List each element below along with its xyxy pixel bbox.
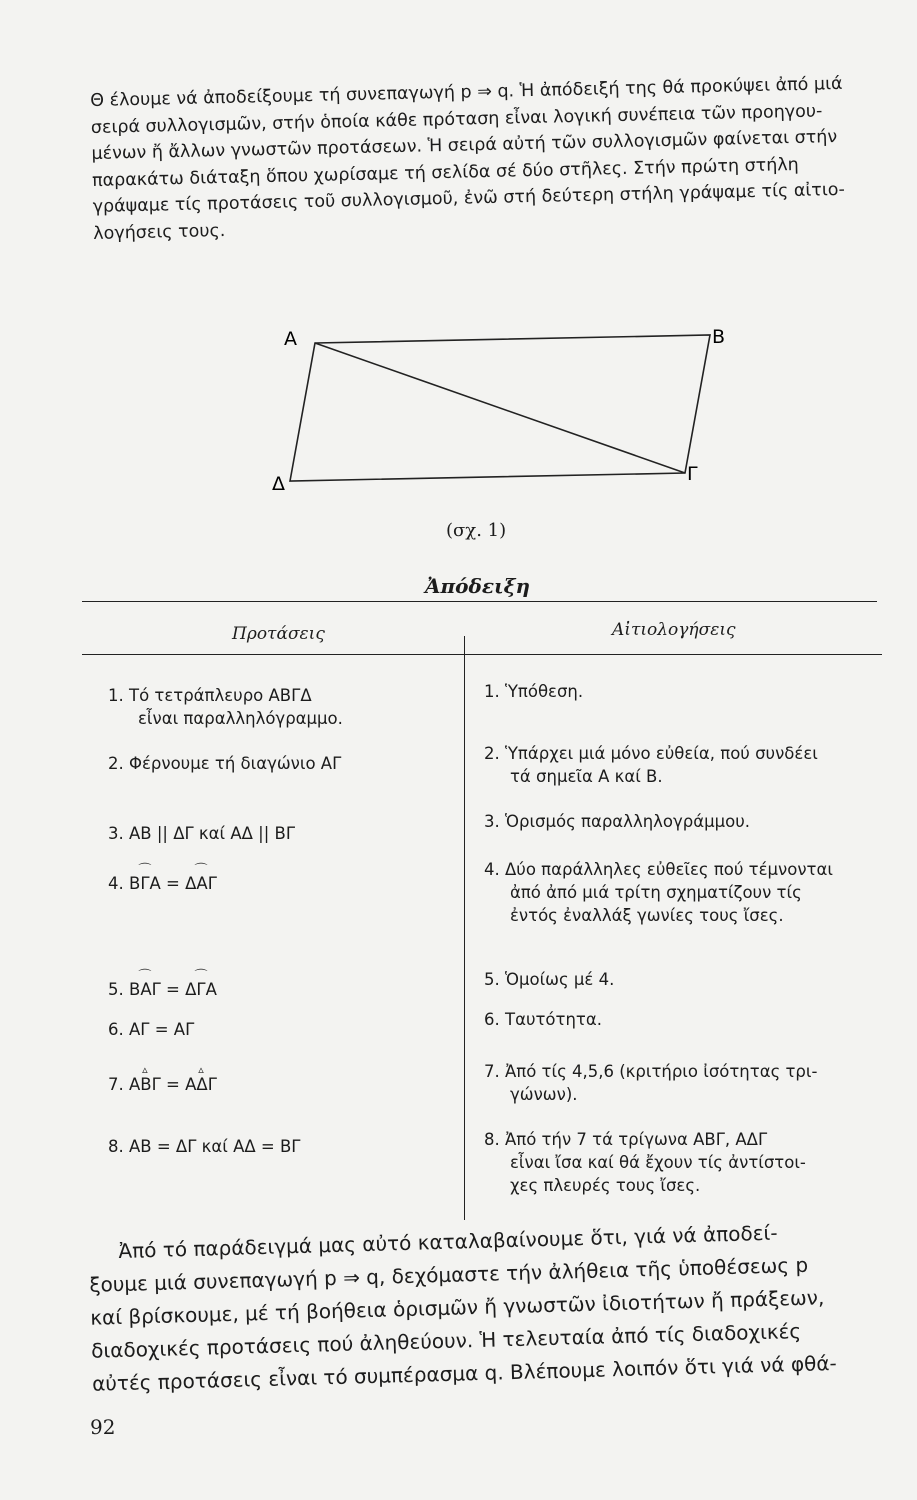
outro-line: ξουμε μιά συνεπαγωγή p ⇒ q, δεχόμαστε τήν ἀλήθεια τῆς ὑποθέσεως p [89,1252,809,1297]
proof-heading: Ἀπόδειξη [425,574,531,598]
outro-line: Ἀπό τό παράδειγμά μας αὐτό καταλαβαίνουμε ὅτι, γιά νά ἀποδεί- [118,1220,778,1263]
vertex-label-g: Γ [687,463,698,485]
reason-5: 5. Ὁμοίως μέ 4. [484,970,615,989]
intro-line: μένων ἤ ἄλλων γνωστῶν προτάσεων. Ἡ σειρά αὐτή τῶν συλλογισμῶν φαίνεται στήν [91,127,838,164]
statement-3: 3. ΑΒ || ΔΓ καί ΑΔ || ΒΓ [108,824,296,843]
reason-7: 7. Ἀπό τίς 4,5,6 (κριτήριο ἰσότητας τρι- γώνων). [484,1062,818,1104]
column-header-reasons: Αἰτιολογήσεις [612,620,736,640]
intro-line: παρακάτω διάταξη ὅπου χωρίσαμε τή σελίδα σέ δύο στῆλες. Στήν πρώτη στήλη [91,154,799,191]
parallelogram-figure [260,315,730,515]
statement-1: 1. Τό τετράπλευρο ΑΒΓΔ εἶναι παραλληλόγραμμο. [108,686,343,728]
intro-line: Θ έλουμε νά ἀποδείξουμε τή συνεπαγωγή p ⇒ q. Ἡ ἀπόδειξή της θά προκύψει ἀπό μιά [90,73,843,111]
statement-2: 2. Φέρνουμε τή διαγώνιο ΑΓ [108,754,342,773]
reason-2: 2. Ὑπάρχει μιά μόνο εὐθεία, πού συνδέει τά σημεῖα Α καί Β. [484,744,818,786]
page-number: 92 [90,1415,116,1439]
vertex-label-b: B [712,326,726,348]
outro-line: καί βρίσκουμε, μέ τή βοήθεια ὁρισμῶν ἤ γνωστῶν ἰδιοτήτων ἤ πράξεων, [89,1285,825,1330]
diagonal-ag [315,343,685,473]
table-header-rule [82,654,882,655]
statement-5: 5. ⌒ ΒΑΓ = ⌒ ΔΓΑ [108,978,217,1001]
reason-3: 3. Ὁρισμός παραλληλογράμμου. [484,812,751,831]
column-header-statements: Προτάσεις [232,624,325,644]
statement-6: 6. ΑΓ = ΑΓ [108,1020,195,1039]
closing-paragraph [89,1213,902,1400]
vertex-label-d: Δ [272,473,285,495]
statement-7: 7. ▵ ΑΒΓ = ▵ ΑΔΓ [108,1073,217,1096]
vertex-label-a: A [284,328,297,350]
statement-4: 4. ⌒ ΒΓΑ = ⌒ ΔΑΓ [108,872,217,895]
table-column-divider [464,636,465,1220]
table-top-rule [82,601,877,602]
reason-4: 4. Δύο παράλληλες εὐθεῖες πού τέμνονται ἀπό ἀπό μιά τρίτη σχηματίζουν τίς ἐντός ἐναλλάξ γωνίες τους ἴσες. [484,860,833,925]
outro-line: αὐτές προτάσεις εἶναι τό συμπέρασμα q. Βλέπουμε λοιπόν ὅτι γιά νά φθά- [91,1350,838,1396]
outro-line: διαδοχικές προτάσεις πού ἀληθεύουν. Ἡ τελευταία ἀπό τίς διαδοχικές [90,1318,802,1363]
intro-paragraph [90,70,893,247]
reason-8: 8. Ἀπό τήν 7 τά τρίγωνα ΑΒΓ, ΑΔΓ εἶναι ἴσα καί θά ἔχουν τίς ἀντίστοι- χες πλευρές τους ἴσες. [484,1130,806,1195]
reason-6: 6. Ταυτότητα. [484,1010,602,1029]
figure-caption: (σχ. 1) [446,520,507,541]
intro-line: λογήσεις τους. [93,220,226,244]
intro-line: σειρά συλλογισμῶν, στήν ὁποία κάθε πρόταση εἶναι λογική συνέπεια τῶν προηγου- [90,100,823,138]
intro-line: γράψαμε τίς προτάσεις τοῦ συλλογισμοῦ, ἐνῶ στή δεύτερη στήλη γράψαμε τίς αἰτιο- [92,179,845,217]
statement-8: 8. ΑΒ = ΔΓ καί ΑΔ = ΒΓ [108,1137,301,1156]
reason-1: 1. Ὑπόθεση. [484,682,584,701]
